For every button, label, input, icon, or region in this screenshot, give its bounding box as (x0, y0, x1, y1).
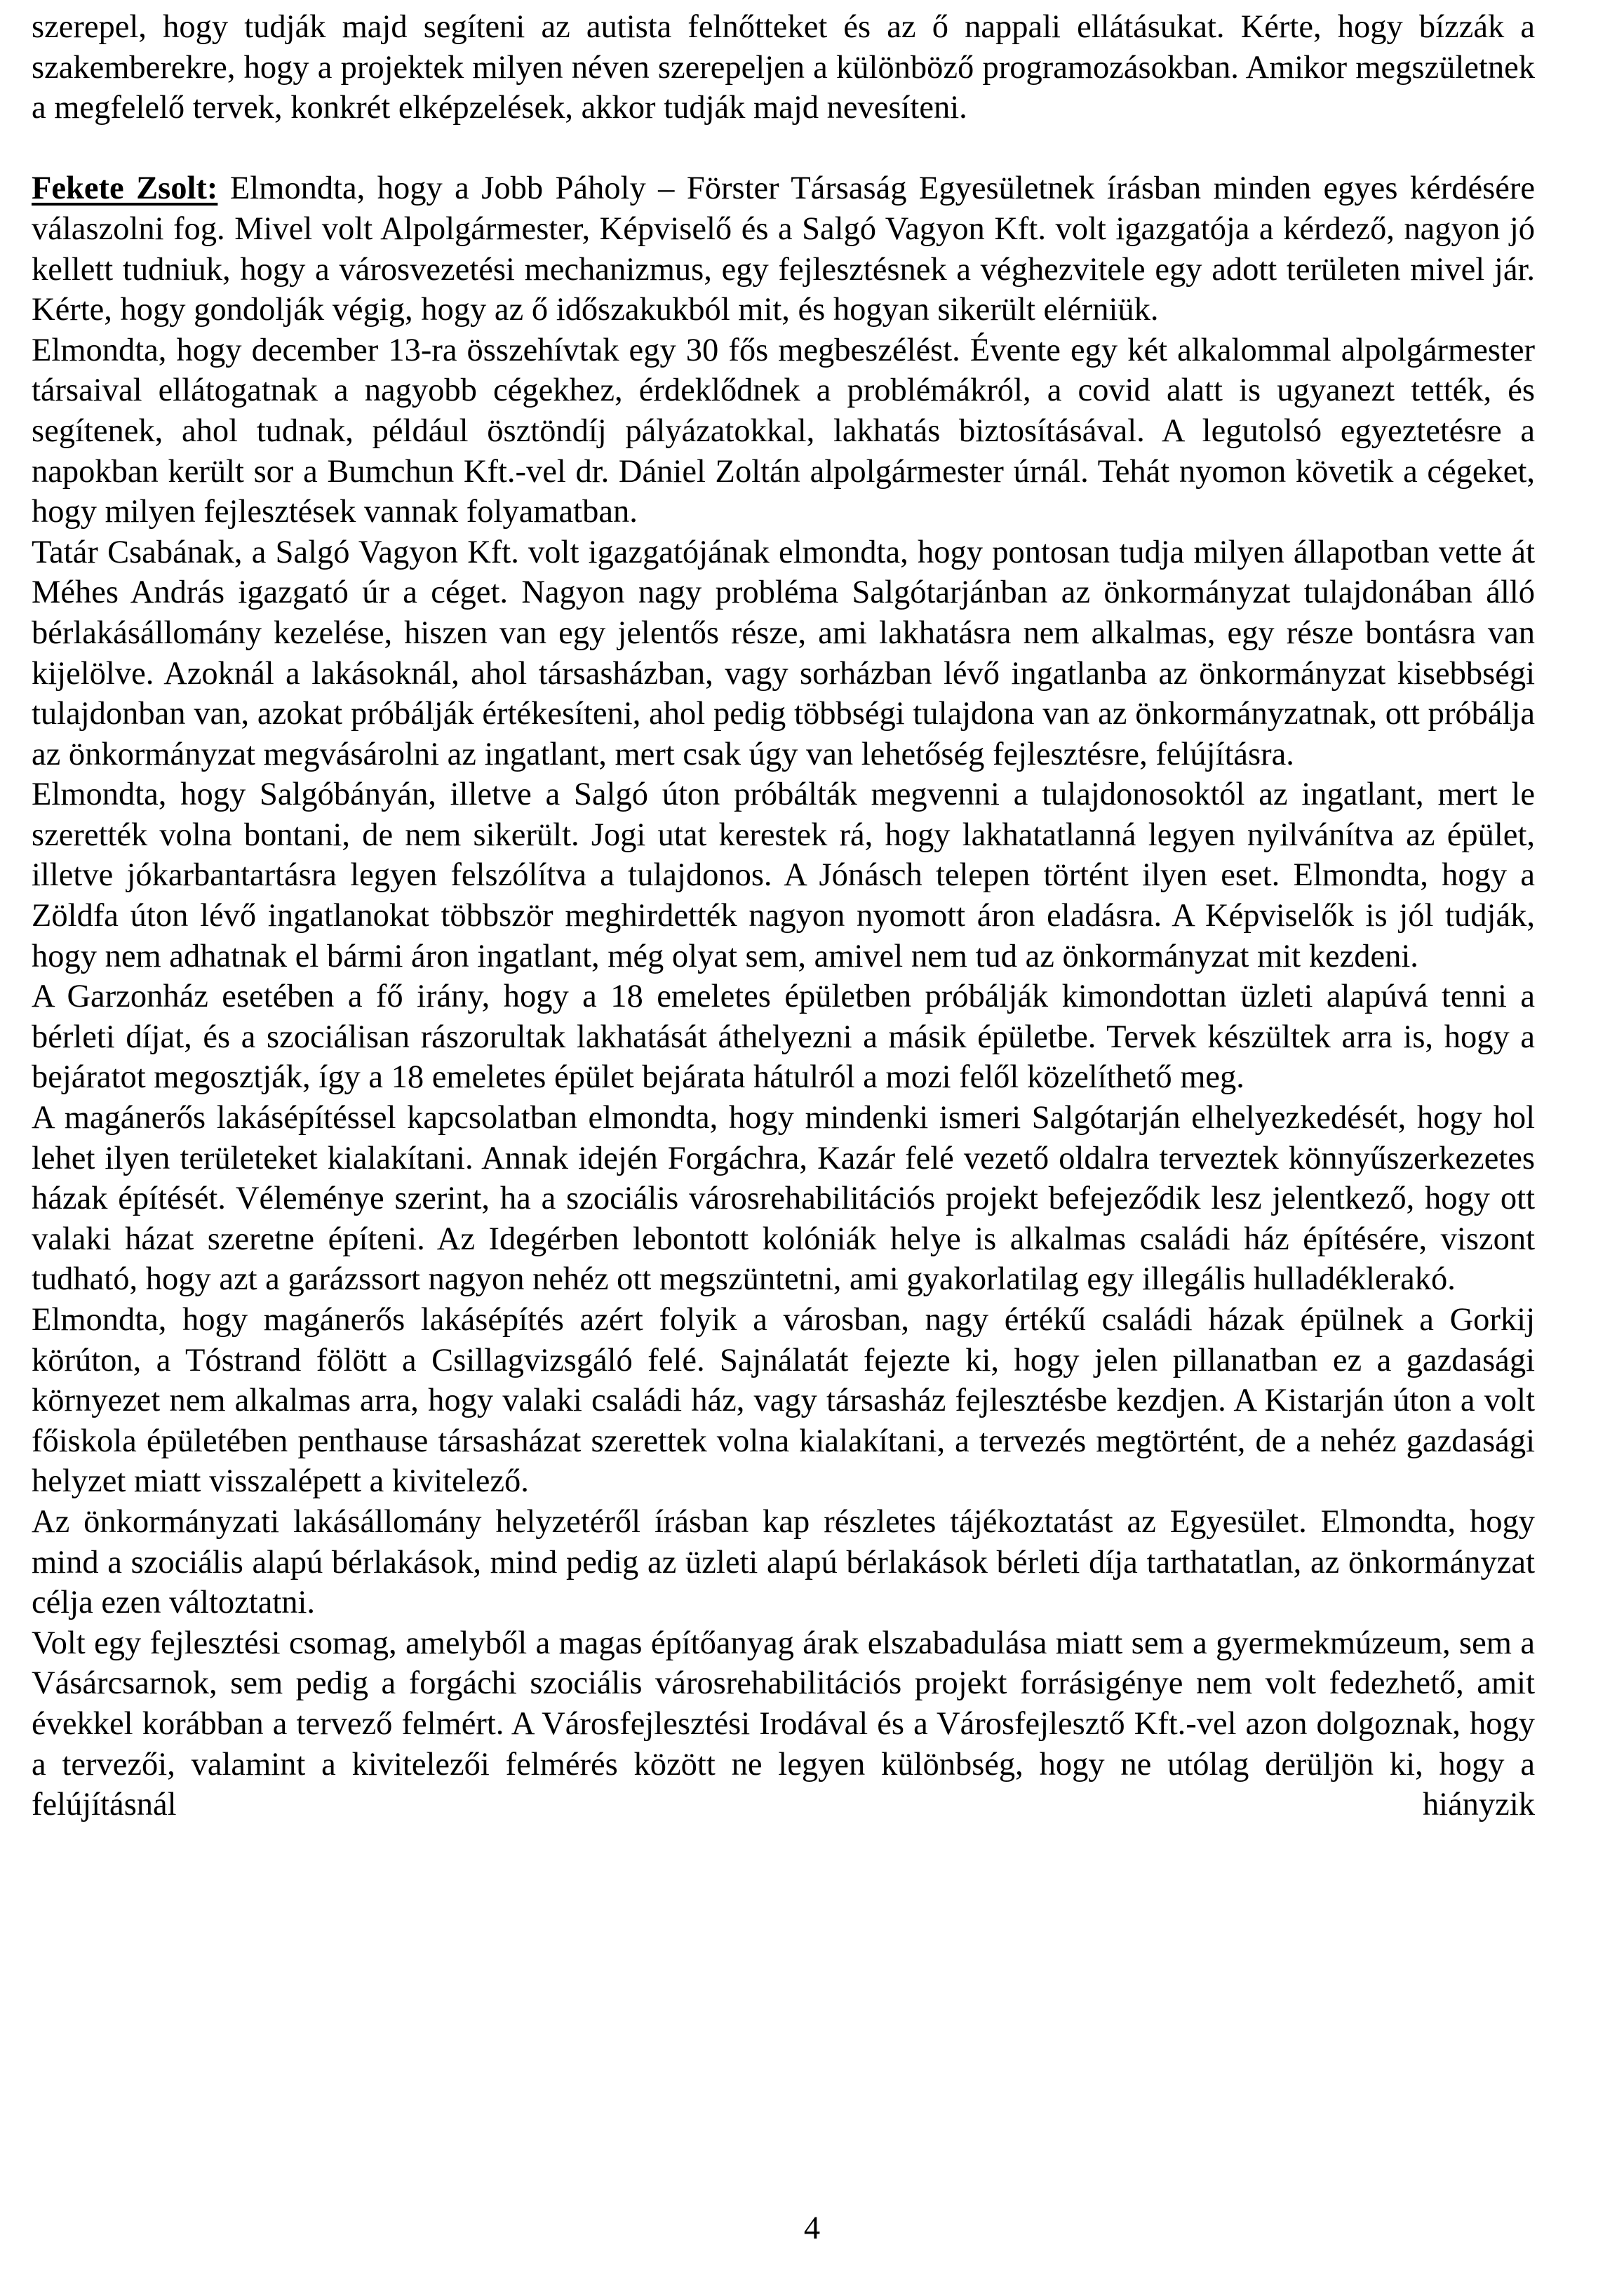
paragraph-text: Volt egy fejlesztési csomag, amelyből a magas építőanyag árak elszabadulása miatt sem a gyermekmúzeum, sem a Vásárcsarnok, sem pedig a forgáchi szociális városrehabilitációs projekt forrásigénye nem volt fedezhető, amit évekkel korábban a tervező felmért. A Városfejlesztési Irodával és a Városfejlesztő Kft.-vel azon dolgoznak, hogy a tervezői, valamint a kivitelezői felmérés között ne legyen különbség, hogy ne utólag derüljön ki, hogy a felújításnál hiányzik (32, 1625, 1535, 1823)
paragraph-salgo-vagyon (32, 532, 1535, 775)
paragraph-salgobanya (32, 774, 1535, 976)
paragraph-text: Elmondta, hogy magánerős lakásépítés azért folyik a városban, nagy értékű családi házak épülnek a Gorkij körúton, a Tóstrand fölött a Csillagvizsgáló felé. Sajnálatát fejezte ki, hogy jelen pillanatban ez a gazdasági környezet nem alkalmas arra, hogy valaki családi ház, vagy társasház fejlesztésbe kezdjen. A Kistarján úton a volt főiskola épületében penthause társasházat szerettek volna kialakítani, a tervezés megtörtént, de a nehéz gazdasági helyzet miatt visszalépett a kivitelező. (32, 1302, 1535, 1500)
paragraph-text: szerepel, hogy tudják majd segíteni az autista felnőtteket és az ő nappali ellátásukat. Kérte, hogy bízzák a szakemberekre, hogy a projektek milyen néven szerepeljen a különböző programozásokban. Amikor megszületnek a megfelelő tervek, konkrét elképzelések, akkor tudják majd nevesíteni. (32, 9, 1535, 126)
paragraph-gap (32, 128, 1535, 169)
paragraph-text: Az önkormányzati lakásállomány helyzetéről írásban kap részletes tájékoztatást az Egyesület. Elmondta, hogy mind a szociális alapú bérlakások, mind pedig az üzleti alapú bérlakások bérleti díja tarthatatlan, az önkormányzat célja ezen változtatni. (32, 1503, 1535, 1621)
paragraph-intro-continuation (32, 7, 1535, 128)
speaker-name: Fekete Zsolt: (32, 170, 218, 207)
paragraph-text: Elmondta, hogy december 13-ra összehívtak egy 30 fős megbeszélést. Évente egy két alkalommal alpolgármester társaival ellátogatnak a nagyobb cégekhez, érdeklődnek a problémákról, a covid alatt is ugyanezt tették, és segítenek, ahol tudnak, például ösztöndíj pályázatokkal, lakhatás biztosításával. A legutolsó egyeztetésre a napokban került sor a Bumchun Kft.-vel dr. Dániel Zoltán alpolgármester úrnál. Tehát nyomon követik a cégeket, hogy milyen fejlesztések vannak folyamatban. (32, 332, 1535, 530)
paragraph-fekete-zsolt (32, 168, 1535, 330)
page-number: 4 (803, 2210, 821, 2246)
paragraph-text: A Garzonház esetében a fő irány, hogy a 18 emeletes épületben próbálják kimondottan üzleti alapúvá tenni a bérleti díjat, és a szociálisan rászorultak lakhatását áthelyezni a másik épületbe. Tervek készültek arra is, hogy a bejáratot megosztják, így a 18 emeletes épület bejárata hátulról a mozi felől közelíthető meg. (32, 979, 1535, 1096)
paragraph-lakasallomany (32, 1502, 1535, 1623)
paragraph-december-meeting (32, 330, 1535, 532)
paragraph-text: A magánerős lakásépítéssel kapcsolatban elmondta, hogy mindenki ismeri Salgótarján elhelyezkedését, hogy hol lehet ilyen területeket kialakítani. Annak idején Forgáchra, Kazár felé vezető oldalra terveztek könnyűszerkezetes házak építését. Véleménye szerint, ha a szociális városrehabilitációs projekt befejeződik lesz jelentkező, hogy ott valaki házat szeretne építeni. Az Idegérben lebontott kolóniák helye is alkalmas családi ház építésére, viszont tudható, hogy azt a garázssort nagyon nehéz ott megszüntetni, ami gyakorlatilag egy illegális hulladéklerakó. (32, 1100, 1535, 1298)
document-page (32, 7, 1535, 1825)
paragraph-text: Elmondta, hogy Salgóbányán, illetve a Salgó úton próbálták megvenni a tulajdonosoktól az ingatlant, mert le szerették volna bontani, de nem sikerült. Jogi utat kerestek rá, hogy lakhatatlanná legyen nyilvánítva az épület, illetve jókarbantartásra legyen felszólítva a tulajdonos. A Jónásch telepen történt ilyen eset. Elmondta, hogy a Zöldfa úton lévő ingatlanokat többször meghirdették nagyon nyomott áron eladásra. A Képviselők is jól tudják, hogy nem adhatnak el bármi áron ingatlant, még olyat sem, amivel nem tud az önkormányzat mit kezdeni. (32, 777, 1535, 974)
paragraph-csaladi-hazak (32, 1300, 1535, 1502)
paragraph-garzonhaz (32, 976, 1535, 1098)
paragraph-fejlesztesi-csomag (32, 1623, 1535, 1825)
paragraph-text: Elmondta, hogy a Jobb Páholy – Förster Társaság Egyesületnek írásban minden egyes kérdésére válaszolni fog. Mivel volt Alpolgármester, Képviselő és a Salgó Vagyon Kft. volt igazgatója a kérdező, nagyon jó kellett tudniuk, hogy a városvezetési mechanizmus, egy fejlesztésnek a véghezvitele egy adott területen mivel jár. Kérte, hogy gondolják végig, hogy az ő időszakukból mit, és hogyan sikerült elérniük. (32, 170, 1535, 328)
paragraph-maganeros-lakasepites (32, 1098, 1535, 1300)
paragraph-text: Tatár Csabának, a Salgó Vagyon Kft. volt igazgatójának elmondta, hogy pontosan tudja milyen állapotban vette át Méhes András igazgató úr a céget. Nagyon nagy probléma Salgótarjánban az önkormányzat tulajdonában álló bérlakásállomány kezelése, hiszen van egy jelentős része, ami lakhatásra nem alkalmas, egy része bontásra van kijelölve. Azoknál a lakásoknál, ahol társasházban, vagy sorházban lévő ingatlanba az önkormányzat kisebbségi tulajdonban van, azokat próbálják értékesíteni, ahol pedig többségi tulajdona van az önkormányzatnak, ott próbálja az önkormányzat megvásárolni az ingatlant, mert csak úgy van lehetőség fejlesztésre, felújításra. (32, 534, 1535, 772)
